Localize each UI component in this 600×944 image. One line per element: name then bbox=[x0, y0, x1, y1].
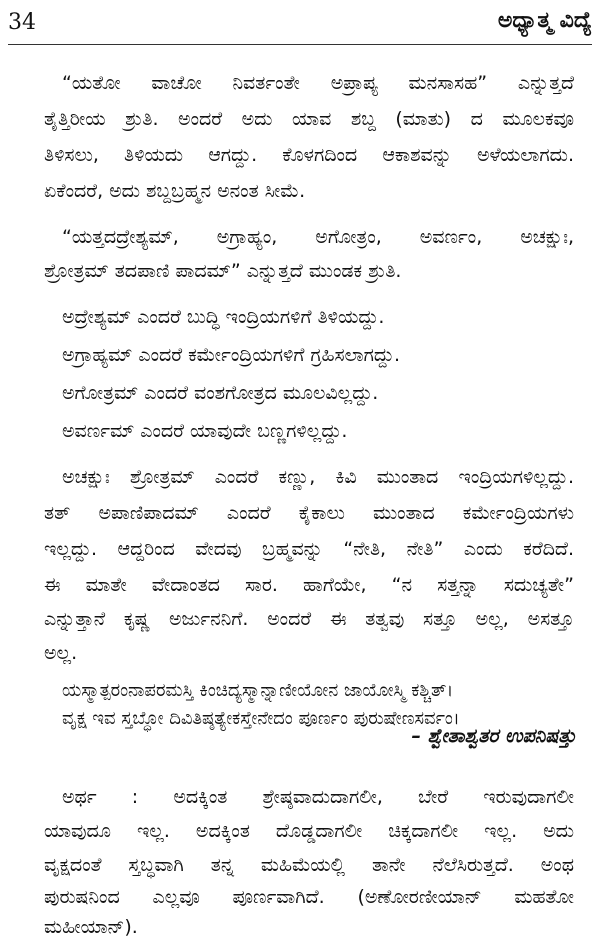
definition-line: ಅವರ್ಣಮ್ ಎಂದರೆ ಯಾವುದೇ ಬಣ್ಣಗಳಿಲ್ಲದ್ದು. bbox=[62, 420, 348, 442]
paragraph-line: ಏಕೆಂದರೆ, ಅದು ಶಬ್ದಬ್ರಹ್ಮನ ಅನಂತ ಸೀಮೆ. bbox=[44, 180, 306, 202]
page-number: 34 bbox=[8, 10, 36, 35]
paragraph-line: ತಿಳಿಸಲು, ತಿಳಿಯದು ಆಗದ್ದು. ಕೊಳಗದಿಂದ ಆಕಾಶವನ್ನು ಅಳೆಯಲಾಗದು. bbox=[44, 144, 574, 166]
definition-line: ಅಗ್ರಾಹ್ಯಮ್ ಎಂದರೆ ಕರ್ಮೇಂದ್ರಿಯಗಳಿಗೆ ಗ್ರಹಿಸಲಾಗದ್ದು. bbox=[62, 344, 401, 366]
verse-line: ಯಸ್ಮಾತ್ಪರಂನಾಪರಮಸ್ತಿ ಕಿಂಚಿದ್ಯಸ್ಮಾನ್ನಾಣೀಯೋನ ಜಾಯೋಸ್ಮಿ ಕಶ್ಚಿತ್। bbox=[62, 680, 454, 701]
paragraph-line: ತತ್ ಅಪಾಣಿಪಾದಮ್ ಎಂದರೆ ಕೈಕಾಲು ಮುಂತಾದ ಕರ್ಮೇಂದ್ರಿಯಗಳು bbox=[44, 502, 574, 524]
paragraph-line: ವೃಕ್ಷದಂತೆ ಸ್ತಬ್ಧವಾಗಿ ತನ್ನ ಮಹಿಮೆಯಲ್ಲಿ ತಾನೇ ನೆಲೆಸಿರುತ್ತದೆ. ಅಂಥ bbox=[44, 854, 574, 876]
paragraph-line: ಶ್ರೋತ್ರಮ್ ತದಪಾಣಿ ಪಾದಮ್” ಎನ್ನುತ್ತದೆ ಮುಂಡಕ ಶ್ರುತಿ. bbox=[44, 260, 402, 282]
paragraph-line: ಅಲ್ಲ. bbox=[44, 642, 78, 664]
paragraph-line: “ಯತ್ತದದ್ರೇಶ್ಯಮ್, ಅಗ್ರಾಹ್ಯಂ, ಅಗೋತ್ರಂ, ಅವರ್ಣಂ, ಅಚಕ್ಷುಃ, bbox=[62, 226, 574, 248]
paragraph-line: ಯಾವುದೂ ಇಲ್ಲ. ಅದಕ್ಕಿಂತ ದೊಡ್ಡದಾಗಲೀ ಚಿಕ್ಕದಾಗಲೀ ಇಲ್ಲ. ಅದು bbox=[44, 820, 574, 842]
paragraph-line: ಪುರುಷನಿಂದ ಎಲ್ಲವೂ ಪೂರ್ಣವಾಗಿದೆ. (ಅಣೋರಣೀಯಾನ್ ಮಹತೋ bbox=[44, 886, 574, 908]
paragraph-line: ತೈತ್ತಿರೀಯ ಶ್ರುತಿ. ಅಂದರೆ ಅದು ಯಾವ ಶಬ್ದ (ಮಾತು) ದ ಮೂಲಕವೂ bbox=[44, 108, 574, 130]
definition-line: ಅದ್ರೇಶ್ಯಮ್ ಎಂದರೆ ಬುದ್ಧಿ ಇಂದ್ರಿಯಗಳಿಗೆ ತಿಳಿಯದ್ದು. bbox=[62, 306, 385, 328]
definition-line: ಅಗೋತ್ರಮ್ ಎಂದರೆ ವಂಶಗೋತ್ರದ ಮೂಲವಿಲ್ಲದ್ದು. bbox=[62, 382, 379, 404]
verse-line: ವೃಕ್ಷ ಇವ ಸ್ತಬ್ಧೋ ದಿವಿತಿಷ್ಠತ್ಯೇಕಸ್ತೇನೇದಂ ಪೂರ್ಣಂ ಪುರುಷೇಣಸರ್ವಂ। bbox=[62, 708, 460, 729]
header-divider bbox=[8, 44, 592, 45]
paragraph-line: ಅರ್ಥ : ಅದಕ್ಕಿಂತ ಶ್ರೇಷ್ಠವಾದುದಾಗಲೀ, ಬೇರೆ ಇರುವುದಾಗಲೀ bbox=[62, 786, 574, 808]
verse-source: – ಶ್ವೇತಾಶ್ವತರ ಉಪನಿಷತ್ತು bbox=[411, 725, 576, 747]
paragraph-line: ಎನ್ನುತ್ತಾನೆ ಕೃಷ್ಣ ಅರ್ಜುನನಿಗೆ. ಅಂದರೆ ಈ ತತ್ವವು ಸತ್ತೂ ಅಲ್ಲ, ಅಸತ್ತೂ bbox=[44, 608, 574, 630]
paragraph-line: ಈ ಮಾತೇ ವೇದಾಂತದ ಸಾರ. ಹಾಗೆಯೇ, “ನ ಸತ್ತನ್ನಾ ಸದುಚ್ಯತೇ” bbox=[44, 574, 574, 596]
paragraph-line: ಇಲ್ಲದ್ದು. ಆದ್ದರಿಂದ ವೇದವು ಬ್ರಹ್ಮವನ್ನು “ನೇತಿ, ನೇತಿ” ಎಂದು ಕರೆದಿದೆ. bbox=[44, 538, 574, 560]
paragraph-line: ಅಚಕ್ಷುಃ ಶ್ರೋತ್ರಮ್ ಎಂದರೆ ಕಣ್ಣು, ಕಿವಿ ಮುಂತಾದ ಇಂದ್ರಿಯಗಳಿಲ್ಲದ್ದು. bbox=[62, 466, 574, 488]
paragraph-line: “ಯತೋ ವಾಚೋ ನಿವರ್ತಂತೇ ಅಪ್ರಾಪ್ಯ ಮನಸಾಸಹ” ಎನ್ನುತ್ತದೆ bbox=[62, 72, 574, 94]
paragraph-line: ಮಹೀಯಾನ್). bbox=[44, 916, 138, 938]
book-title: ಅಧ್ಯಾತ್ಮ ವಿದ್ಯೆ bbox=[497, 8, 592, 33]
